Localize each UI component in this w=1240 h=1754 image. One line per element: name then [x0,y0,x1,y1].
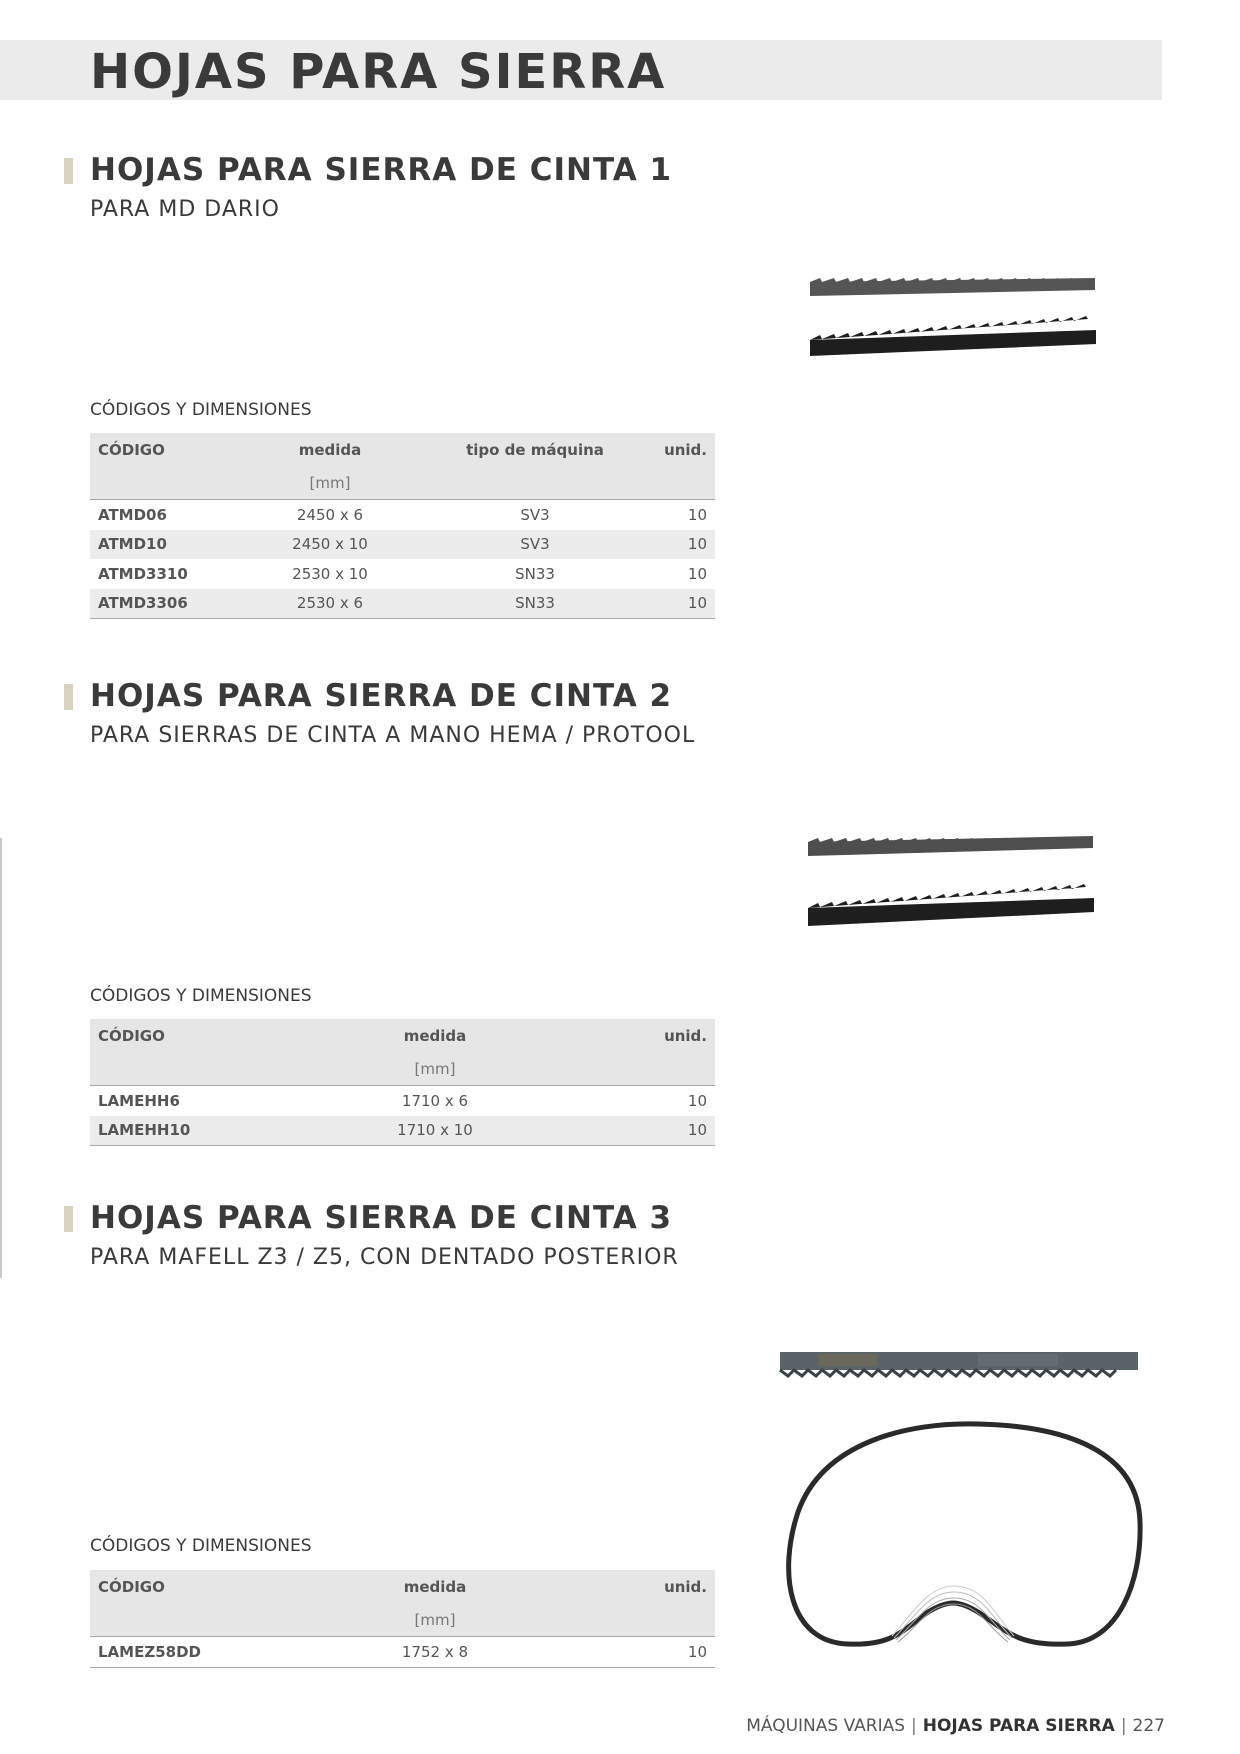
table-header-row [90,433,715,467]
section-2-subtitle: PARA SIERRAS DE CINTA A MANO HEMA / PROTOOL [90,723,696,748]
section-2-title: HOJAS PARA SIERRA DE CINTA 2 [90,678,673,714]
col-header-medida: medida [403,1027,467,1045]
cell-medida: 2530 x 10 [292,564,368,583]
col-header-code: CÓDIGO [98,1578,165,1596]
page-title: HOJAS PARA SIERRA [90,44,667,100]
cell-code: ATMD06 [98,505,167,524]
table-row [90,500,715,530]
cell-unid: 10 [687,1642,707,1661]
table-header-row [90,1570,715,1604]
cell-medida: 1710 x 10 [397,1121,473,1140]
codes-table-3 [90,1570,715,1668]
table-header-row [90,1019,715,1053]
table-row [90,589,715,619]
cell-medida: 1710 x 6 [401,1091,469,1110]
page-number: 227 [1132,1716,1165,1736]
cell-code: ATMD3306 [98,594,188,613]
footer-separator: | [911,1716,917,1736]
saw-blade-image [800,268,1100,368]
table-unit-row [90,467,715,500]
codes-heading: CÓDIGOS Y DIMENSIONES [90,986,312,1006]
col-header-unid: unid. [664,1027,707,1045]
cell-code: LAMEZ58DD [98,1642,201,1661]
codes-table-2 [90,1019,715,1146]
cell-tipo: SV3 [520,535,550,554]
footer-section: HOJAS PARA SIERRA [922,1716,1115,1736]
footer-separator: | [1120,1716,1127,1736]
col-header-code: CÓDIGO [98,1027,165,1045]
footer-category: MÁQUINAS VARIAS [746,1716,905,1736]
section-1-subtitle: PARA MD DARIO [90,197,280,222]
cell-medida: 2450 x 10 [292,535,368,554]
unit-label: [mm] [414,1611,456,1629]
col-header-unid: unid. [664,441,707,459]
page-edge-line [0,838,2,1278]
col-header-medida: medida [298,441,362,459]
cell-medida: 2530 x 6 [296,594,364,613]
cell-unid: 10 [687,535,707,554]
cell-code: LAMEHH10 [98,1121,191,1140]
page-footer [746,1716,1165,1736]
cell-tipo: SN33 [515,564,555,583]
table-row [90,1637,715,1668]
table-unit-row [90,1053,715,1086]
section-1-title: HOJAS PARA SIERRA DE CINTA 1 [90,152,673,188]
section-marker-bar [64,684,73,710]
unit-label: [mm] [309,474,351,492]
col-header-code: CÓDIGO [98,441,165,459]
cell-unid: 10 [687,594,707,613]
codes-heading: CÓDIGOS Y DIMENSIONES [90,400,312,420]
codes-table-1 [90,433,715,619]
saw-blade-loop-image [778,1342,1148,1662]
table-unit-row [90,1604,715,1637]
cell-unid: 10 [687,505,707,524]
cell-unid: 10 [687,1091,707,1110]
section-marker-bar [64,158,73,184]
cell-tipo: SN33 [515,594,555,613]
table-row [90,1086,715,1116]
col-header-medida: medida [403,1578,467,1596]
cell-tipo: SV3 [520,505,550,524]
unit-label: [mm] [414,1060,456,1078]
codes-heading: CÓDIGOS Y DIMENSIONES [90,1536,312,1556]
cell-medida: 1752 x 8 [401,1642,469,1661]
col-header-tipo: tipo de máquina [466,441,604,459]
cell-unid: 10 [687,1121,707,1140]
table-row [90,559,715,589]
cell-code: LAMEHH6 [98,1091,180,1110]
section-3-subtitle: PARA MAFELL Z3 / Z5, CON DENTADO POSTERIOR [90,1245,679,1270]
cell-code: ATMD10 [98,535,167,554]
table-row [90,1116,715,1146]
cell-unid: 10 [687,564,707,583]
section-marker-bar [64,1206,73,1232]
cell-code: ATMD3310 [98,564,188,583]
section-3-title: HOJAS PARA SIERRA DE CINTA 3 [90,1200,673,1236]
cell-medida: 2450 x 6 [296,505,364,524]
col-header-unid: unid. [664,1578,707,1596]
table-row [90,530,715,560]
saw-blade-image [798,828,1098,938]
